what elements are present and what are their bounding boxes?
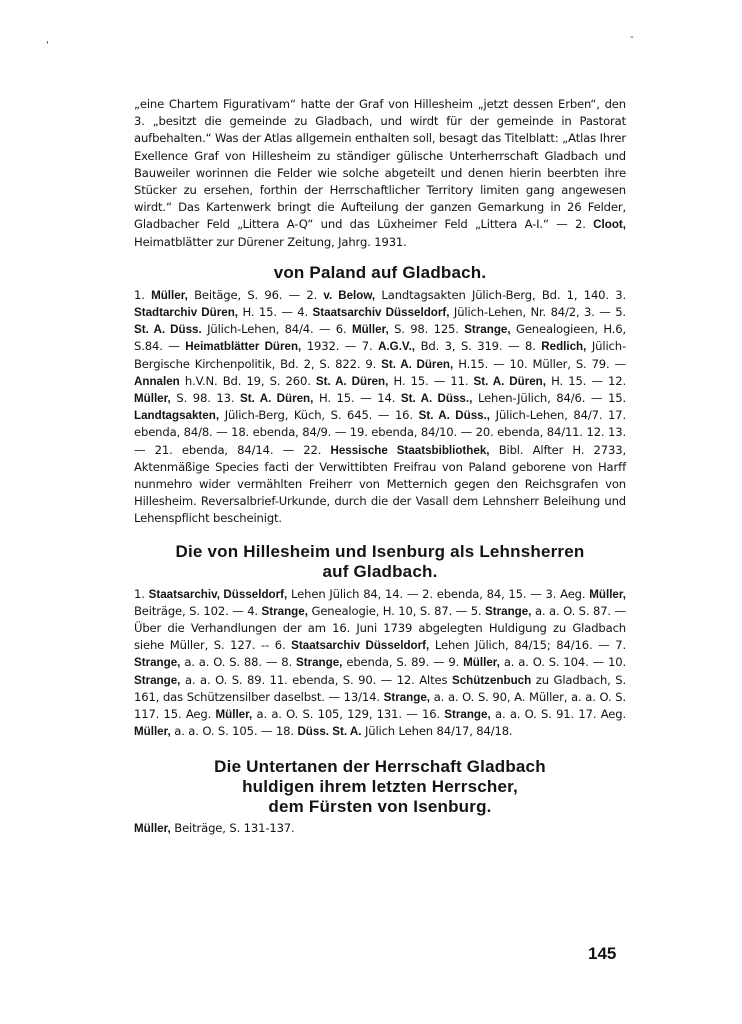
- bold-citation: Strange,: [261, 604, 308, 618]
- intro-paragraph: „eine Chartem Figurativam“ hatte der Graf von Hillesheim „jetzt dessen Erben“, den 3. „besitzt die gemeinde zu Gladbach, und wirdt für der gemeinde in Pastorat aufbehalten.“ Was der Atlas allgemein enthalten soll, besagt das Titelblatt: „Atlas Ihrer Exellence Graf von Hillesheim zu ständiger gülische Unterherrschaft Gladbach und Bauweiler worinnen die Felder wie solche abgeteilt und denen hierin beerbten ihre Stücker zu ersehen, forthin der Herrschaftlicher Territory limiten gang angewesen wirdt.“ Das Kartenwerk bringt die Aufteilung der ganzen Gemarkung in 26 Felder, Gladbacher Feld „Littera A-Q“ und das Lüxheimer Feld „Littera A-I.“ — 2. Cloot, Heimatblätter zur Dürener Zeitung, Jahrg. 1931.: [134, 97, 627, 249]
- bold-citation: Staatsarchiv, Düsseldorf,: [148, 587, 288, 601]
- bold-citation: Strange,: [134, 673, 181, 687]
- section-paland-notes: 1. Müller, Beitäge, S. 96. — 2. v. Below, Landtagsakten Jülich-Berg, Bd. 1, 140. 3. Stadtarchiv Düren, H. 15. — 4. Staatsarchiv Düsseldorf, Jülich-Lehen, Nr. 84/2, 3. — 5. St. A. Düss. Jülich-Lehen, 84/4. — 6. Müller, S. 98. 125. Strange, Genealogieen, H.6, S.84. — Heimatblätter Düren, 1932. — 7. A.G.V., Bd. 3, S. 319. — 8. Redlich, Jülich-Bergische Kirchenpolitik, Bd. 2, S. 822. 9. St. A. Düren, H.15. — 10. Müller, S. 79. — Annalen h.V.N. Bd. 19, S. 260. St. A. Düren, H. 15. — 11. St. A. Düren, H. 15. — 12. Müller, S. 98. 13. St. A. Düren, H. 15. — 14. St. A. Düss., Lehen-Jülich, 84/6. — 15. Landtagsakten, Jülich-Berg, Küch, S. 645. — 16. St. A. Düss., Jülich-Lehen, 84/7. 17. ebenda, 84/8. — 18. ebenda, 84/9. — 19. ebenda, 84/10. — 20. ebenda, 84/11. 12. 13. — 21. ebenda, 84/14. — 22. Hessische Staatsbibliothek, Bibl. Alfter H. 2733, Aktenmäßige Species facti der Verwittibten Freifrau von Paland geborene von Harff nunmehro wider vermählten Freiherr von Metternich gegen den Reichsgrafen von Hillesheim. Reversalbrief-Urkunde, durch die der Vasall dem Lehnsherr Beleihung und Lehenspflicht bescheinigt.: [134, 287, 627, 526]
- heading-line: huldigen ihrem letzten Herrscher,: [242, 776, 518, 796]
- bold-citation: St. A. Düren,: [315, 374, 389, 388]
- bold-citation: Müller,: [215, 708, 253, 722]
- bold-citation: Strange,: [296, 656, 343, 670]
- bold-citation: Cloot,: [593, 218, 626, 232]
- bold-citation: St. A. Düss.: [134, 323, 202, 337]
- bold-citation: Staatsarchiv Düsseldorf,: [312, 306, 450, 320]
- bold-citation: Müller,: [351, 323, 389, 337]
- bold-citation: Landtagsakten,: [134, 409, 220, 423]
- bold-citation: Redlich,: [541, 340, 587, 354]
- bold-citation: Müller,: [134, 821, 171, 835]
- bold-citation: St. A. Düren,: [473, 374, 546, 388]
- bold-citation: Strange,: [383, 690, 430, 704]
- bold-citation: Strange,: [134, 656, 181, 670]
- bold-citation: St. A. Düren,: [381, 357, 454, 371]
- bold-citation: Stadtarchiv Düren,: [134, 306, 239, 320]
- heading-line: von Paland auf Gladbach.: [273, 262, 487, 282]
- bold-citation: A.G.V.,: [378, 340, 416, 354]
- bold-citation: Müller,: [589, 587, 626, 601]
- bold-citation: v. Below,: [323, 288, 376, 302]
- bold-citation: Müller,: [134, 725, 171, 739]
- bold-citation: Müller,: [463, 656, 500, 670]
- bold-citation: Müller,: [151, 288, 188, 302]
- bold-citation: Annalen: [134, 374, 180, 388]
- section-lehnsherren-notes: 1. Staatsarchiv, Düsseldorf, Lehen Jülich 84, 14. — 2. ebenda, 84, 15. — 3. Aeg. Müller, Beiträge, S. 102. — 4. Strange, Genealogie, H. 10, S. 87. — 5. Strange, a. a. O. S. 87. — Über die Verhandlungen der am 16. Juni 1739 abgelegten Huldigung zu Gladbach siehe Müller, S. 127. -- 6. Staatsarchiv Düsseldorf, Lehen Jülich, 84/15; 84/16. — 7. Strange, a. a. O. S. 88. — 8. Strange, ebenda, S. 89. — 9. Müller, a. a. O. S. 104. — 10. Strange, a. a. O. S. 89. 11. ebenda, S. 90. — 12. Altes Schützenbuch zu Gladbach, S. 161, das Schützensilber daselbst. — 13/14. Strange, a. a. O. S. 90, A. Müller, a. a. O. S. 117. 15. Aeg. Müller, a. a. O. S. 105, 129, 131. — 16. Strange, a. a. O. S. 91. 17. Aeg. Müller, a. a. O. S. 105. — 18. Düss. St. A. Jülich Lehen 84/17, 84/18.: [134, 586, 626, 739]
- heading-line: dem Fürsten von Isenburg.: [268, 796, 492, 816]
- heading-line: Die von Hillesheim und Isenburg als Lehnsherren: [175, 541, 585, 561]
- bold-citation: Strange,: [464, 323, 511, 337]
- bold-citation: St. A. Düss.,: [400, 392, 473, 406]
- bold-citation: Düss. St. A.: [297, 725, 362, 739]
- page-number: 145: [588, 944, 617, 963]
- section-heading-paland: [134, 263, 626, 283]
- margin-mark: ': [46, 40, 49, 51]
- bold-citation: St. A. Düss.,: [418, 409, 491, 423]
- bold-citation: Strange,: [444, 708, 491, 722]
- bold-citation: Staatsarchiv Düsseldorf,: [291, 639, 430, 653]
- heading-line: auf Gladbach.: [322, 561, 438, 581]
- heading-line: Die Untertanen der Herrschaft Gladbach: [214, 756, 546, 776]
- bold-citation: Müller,: [134, 392, 171, 406]
- margin-mark: -: [630, 32, 634, 43]
- section-heading-untertanen: [134, 757, 626, 817]
- bold-citation: St. A. Düren,: [240, 392, 314, 406]
- page-body: [134, 96, 626, 837]
- bold-citation: Strange,: [485, 604, 532, 618]
- bold-citation: Heimatblätter Düren,: [185, 340, 302, 354]
- bold-citation: Hessische Staatsbibliothek,: [330, 443, 490, 457]
- bold-citation: Schützenbuch: [451, 673, 532, 687]
- section-untertanen-notes: Müller, Beiträge, S. 131-137.: [134, 820, 295, 835]
- section-heading-lehnsherren: [134, 542, 626, 582]
